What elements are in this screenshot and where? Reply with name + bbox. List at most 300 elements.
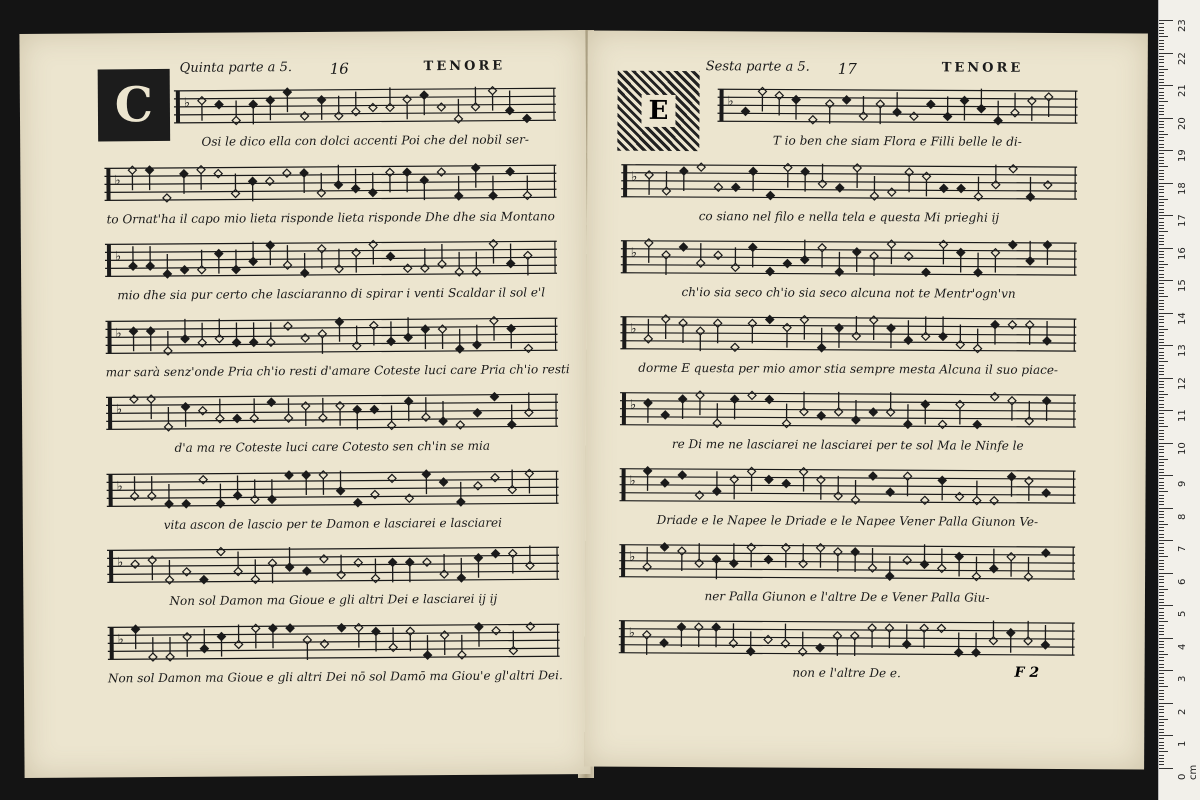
- ruler-minor-tick: [1159, 348, 1164, 349]
- ruler-tick: [1159, 118, 1173, 119]
- note-head: [765, 475, 773, 483]
- note-head: [286, 624, 294, 632]
- note-head: [852, 332, 860, 340]
- note-head: [424, 651, 432, 659]
- note-head: [1028, 97, 1036, 105]
- note-head: [713, 487, 721, 495]
- note-head: [766, 191, 774, 199]
- ruler-tick: [1159, 735, 1173, 736]
- note-head: [817, 412, 825, 420]
- ruler-minor-tick: [1159, 59, 1164, 60]
- note-head: [128, 166, 136, 174]
- note-head: [714, 183, 722, 191]
- note-head: [1008, 473, 1016, 481]
- note-head: [370, 405, 378, 413]
- note-head: [920, 560, 928, 568]
- note-head: [164, 346, 172, 354]
- ruler-minor-tick: [1159, 235, 1164, 236]
- ruler-minor-tick: [1159, 88, 1164, 89]
- ruler-minor-tick: [1159, 660, 1164, 661]
- ruler-minor-tick: [1159, 563, 1164, 564]
- note-head: [233, 414, 241, 422]
- note-head: [372, 574, 380, 582]
- ruler-minor-tick: [1159, 140, 1164, 141]
- note-head: [284, 261, 292, 269]
- note-head: [749, 167, 757, 175]
- note-head: [921, 496, 929, 504]
- ruler-tick: [1159, 215, 1173, 216]
- note-head: [457, 574, 465, 582]
- ruler-minor-tick: [1159, 391, 1164, 392]
- note-head: [695, 623, 703, 631]
- ruler-label: 1: [1177, 740, 1188, 747]
- note-head: [1007, 629, 1015, 637]
- music-system: [620, 387, 1076, 453]
- note-head: [472, 268, 480, 276]
- note-head: [165, 499, 173, 507]
- note-head: [1042, 489, 1050, 497]
- note-head: [473, 409, 481, 417]
- note-head: [991, 321, 999, 329]
- note-head: [283, 88, 291, 96]
- note-head: [438, 260, 446, 268]
- note-head: [508, 485, 516, 493]
- ruler-minor-tick: [1159, 550, 1164, 551]
- ruler-minor-tick: [1159, 485, 1164, 486]
- note-head: [164, 423, 172, 431]
- ruler-minor-tick: [1159, 339, 1164, 340]
- clef-symbol: [623, 165, 627, 197]
- note-head: [885, 624, 893, 632]
- ruler-minor-tick: [1159, 163, 1164, 164]
- note-head: [1007, 553, 1015, 561]
- note-head: [731, 263, 739, 271]
- ruler-minor-tick: [1159, 719, 1168, 720]
- ruler-minor-tick: [1159, 589, 1168, 590]
- note-head: [249, 177, 257, 185]
- note-head: [766, 267, 774, 275]
- ruler-minor-tick: [1159, 495, 1164, 496]
- note-head: [197, 165, 205, 173]
- note-head: [269, 624, 277, 632]
- clef-symbol: [621, 545, 625, 577]
- ruler-minor-tick: [1159, 179, 1164, 180]
- ruler-minor-tick: [1159, 82, 1164, 83]
- note-head: [748, 319, 756, 327]
- note-head: [146, 262, 154, 270]
- note-head: [1008, 397, 1016, 405]
- note-head: [320, 639, 328, 647]
- note-head: [180, 169, 188, 177]
- music-staff: [174, 82, 556, 129]
- note-head: [440, 478, 448, 486]
- music-staff: [621, 235, 1077, 281]
- ruler-minor-tick: [1159, 92, 1164, 93]
- note-head: [697, 259, 705, 267]
- ruler-minor-tick: [1159, 433, 1164, 434]
- ruler-minor-tick: [1159, 361, 1168, 362]
- note-head: [903, 640, 911, 648]
- ruler-minor-tick: [1159, 446, 1164, 447]
- ruler-minor-tick: [1159, 199, 1168, 200]
- ruler-label: 18: [1177, 181, 1188, 195]
- note-head: [645, 239, 653, 247]
- ruler-minor-tick: [1159, 127, 1164, 128]
- signature-mark: F 2: [1014, 664, 1040, 681]
- note-head: [249, 257, 257, 265]
- ruler-minor-tick: [1159, 690, 1164, 691]
- ruler-label: 2: [1177, 708, 1188, 715]
- ruler-minor-tick: [1159, 498, 1164, 499]
- note-head: [643, 631, 651, 639]
- note-head: [441, 631, 449, 639]
- note-head: [524, 344, 532, 352]
- decorated-initial-c: C: [98, 69, 171, 142]
- note-head: [800, 316, 808, 324]
- ruler-minor-tick: [1159, 504, 1164, 505]
- lyrics-line: dorme E questa per mio amor stia sempre mesta Alcuna il suo piace-: [638, 360, 1059, 378]
- lyrics-line: vita ascon de lascio per te Damon e lasciarei e lasciarei: [163, 515, 503, 532]
- note-head: [369, 103, 377, 111]
- note-head: [937, 624, 945, 632]
- ruler-minor-tick: [1159, 222, 1164, 223]
- ruler-tick: [1159, 508, 1173, 509]
- music-staff: [105, 312, 557, 359]
- ruler-minor-tick: [1159, 316, 1164, 317]
- ruler-minor-tick: [1159, 186, 1164, 187]
- ruler-minor-tick: [1159, 394, 1168, 395]
- ruler-minor-tick: [1159, 33, 1164, 34]
- ruler-minor-tick: [1159, 560, 1164, 561]
- ruler-minor-tick: [1159, 209, 1164, 210]
- note-head: [266, 96, 274, 104]
- ruler-minor-tick: [1159, 426, 1168, 427]
- note-head: [843, 96, 851, 104]
- note-head: [148, 556, 156, 564]
- note-head: [712, 555, 720, 563]
- note-head: [731, 343, 739, 351]
- flat-sign: ♭: [630, 245, 637, 261]
- running-head: [180, 58, 560, 81]
- ruler-minor-tick: [1159, 667, 1164, 668]
- note-head: [335, 265, 343, 273]
- flat-sign: ♭: [631, 169, 638, 185]
- ruler-minor-tick: [1159, 514, 1164, 515]
- ruler-minor-tick: [1159, 270, 1164, 271]
- note-head: [267, 338, 275, 346]
- ruler-label: 3: [1177, 675, 1188, 682]
- ruler-tick: [1159, 573, 1173, 574]
- ruler-minor-tick: [1159, 501, 1164, 502]
- note-head: [955, 552, 963, 560]
- note-head: [147, 327, 155, 335]
- note-head: [508, 421, 516, 429]
- clef-symbol: [622, 393, 626, 425]
- note-head: [784, 164, 792, 172]
- note-head: [731, 395, 739, 403]
- ruler-label: 11: [1177, 409, 1188, 422]
- note-head: [388, 421, 396, 429]
- note-head: [764, 555, 772, 563]
- ruler-tick: [1159, 703, 1173, 704]
- ruler-minor-tick: [1159, 599, 1164, 600]
- ruler-minor-tick: [1159, 300, 1164, 301]
- note-head: [644, 399, 652, 407]
- note-head: [420, 176, 428, 184]
- ruler-label: 14: [1177, 311, 1188, 325]
- note-head: [286, 563, 294, 571]
- flat-sign: ♭: [629, 473, 636, 489]
- note-head: [217, 632, 225, 640]
- note-head: [868, 624, 876, 632]
- note-head: [524, 251, 532, 259]
- note-head: [870, 192, 878, 200]
- ruler-minor-tick: [1159, 49, 1164, 50]
- note-head: [317, 188, 325, 196]
- flat-sign: ♭: [183, 95, 191, 111]
- ruler-minor-tick: [1159, 144, 1164, 145]
- note-head: [695, 559, 703, 567]
- ruler-minor-tick: [1159, 761, 1164, 762]
- note-head: [523, 191, 531, 199]
- note-head: [960, 96, 968, 104]
- music-system: [106, 388, 558, 455]
- ruler-tick: [1159, 443, 1173, 444]
- note-head: [458, 650, 466, 658]
- note-head: [662, 315, 670, 323]
- note-head: [318, 245, 326, 253]
- ruler-minor-tick: [1159, 641, 1164, 642]
- note-head: [859, 112, 867, 120]
- ruler-label: 7: [1177, 545, 1188, 552]
- note-head: [660, 639, 668, 647]
- note-head: [353, 406, 361, 414]
- clef-symbol: [108, 474, 112, 506]
- note-head: [183, 632, 191, 640]
- note-head: [420, 91, 428, 99]
- ruler-tick: [1159, 670, 1173, 671]
- note-head: [336, 402, 344, 410]
- note-head: [215, 101, 223, 109]
- ruler-minor-tick: [1159, 374, 1164, 375]
- note-head: [818, 180, 826, 188]
- note-head: [1026, 257, 1034, 265]
- lyrics-line: d'a ma re Coteste luci care Cotesto sen ch'in se mia: [174, 438, 491, 455]
- note-head: [491, 473, 499, 481]
- note-head: [386, 103, 394, 111]
- note-head: [886, 572, 894, 580]
- ruler-minor-tick: [1159, 439, 1164, 440]
- note-head: [284, 322, 292, 330]
- note-head: [301, 112, 309, 120]
- note-head: [765, 395, 773, 403]
- note-head: [809, 116, 817, 124]
- ruler-tick: [1159, 768, 1173, 769]
- ruler-minor-tick: [1159, 160, 1164, 161]
- note-head: [149, 653, 157, 661]
- note-head: [352, 108, 360, 116]
- note-head: [835, 268, 843, 276]
- note-head: [922, 268, 930, 276]
- ruler-tick: [1159, 345, 1173, 346]
- note-head: [353, 341, 361, 349]
- ruler-minor-tick: [1159, 43, 1164, 44]
- ruler-minor-tick: [1159, 36, 1168, 37]
- ruler-minor-tick: [1159, 72, 1164, 73]
- note-head: [337, 571, 345, 579]
- ruler-minor-tick: [1159, 264, 1168, 265]
- ruler-minor-tick: [1159, 556, 1168, 557]
- ruler-minor-tick: [1159, 111, 1164, 112]
- ruler-label: 12: [1177, 376, 1188, 390]
- note-head: [250, 414, 258, 422]
- note-head: [148, 492, 156, 500]
- flat-sign: ♭: [629, 549, 636, 565]
- flat-sign: ♭: [116, 478, 123, 494]
- ruler-minor-tick: [1159, 27, 1164, 28]
- note-head: [338, 623, 346, 631]
- note-head: [181, 266, 189, 274]
- note-head: [748, 467, 756, 475]
- note-head: [974, 193, 982, 201]
- note-head: [472, 103, 480, 111]
- note-head: [1009, 165, 1017, 173]
- ruler-tick: [1159, 540, 1173, 541]
- lyrics-line: co siano nel filo e nella tela e questa Mi prieghi ij: [698, 209, 1000, 225]
- note-head: [1043, 337, 1051, 345]
- part-label: Quinta parte a 5.: [179, 60, 293, 76]
- ruler-minor-tick: [1159, 218, 1164, 219]
- note-head: [991, 249, 999, 257]
- ruler-minor-tick: [1159, 673, 1164, 674]
- note-head: [318, 96, 326, 104]
- note-head: [887, 408, 895, 416]
- ruler-minor-tick: [1159, 66, 1164, 67]
- note-head: [834, 548, 842, 556]
- note-head: [250, 338, 258, 346]
- ruler-minor-tick: [1159, 40, 1164, 41]
- note-head: [905, 168, 913, 176]
- ruler-minor-tick: [1159, 491, 1168, 492]
- note-head: [973, 497, 981, 505]
- note-head: [887, 240, 895, 248]
- ruler-minor-tick: [1159, 621, 1168, 622]
- ruler-minor-tick: [1159, 290, 1164, 291]
- lyrics-line: Non sol Damon ma Gioue e gli altri Dei nō sol Damō ma Giou'e gl'altri Dei.: [107, 667, 563, 685]
- ruler-minor-tick: [1159, 709, 1164, 710]
- note-head: [747, 543, 755, 551]
- note-head: [198, 338, 206, 346]
- note-head: [817, 476, 825, 484]
- note-head: [1042, 549, 1050, 557]
- music-staff: [621, 159, 1077, 205]
- note-head: [403, 95, 411, 103]
- voice-label: TENORE: [423, 58, 506, 75]
- ruler-minor-tick: [1159, 23, 1164, 24]
- note-head: [440, 570, 448, 578]
- ruler-minor-tick: [1159, 381, 1164, 382]
- ruler-minor-tick: [1159, 134, 1168, 135]
- ruler-minor-tick: [1159, 205, 1164, 206]
- note-head: [200, 644, 208, 652]
- ruler-minor-tick: [1159, 745, 1164, 746]
- ruler-minor-tick: [1159, 595, 1164, 596]
- ruler-minor-tick: [1159, 283, 1164, 284]
- note-head: [905, 252, 913, 260]
- ruler-minor-tick: [1159, 576, 1164, 577]
- ruler-minor-tick: [1159, 322, 1164, 323]
- note-head: [801, 168, 809, 176]
- note-head: [439, 417, 447, 425]
- ruler-minor-tick: [1159, 722, 1164, 723]
- note-head: [1043, 397, 1051, 405]
- note-head: [868, 564, 876, 572]
- note-head: [251, 575, 259, 583]
- ruler-minor-tick: [1159, 202, 1164, 203]
- lyrics-line: mar sarà senz'onde Pria ch'io resti d'amare Coteste luci care Pria ch'io resti: [105, 361, 570, 379]
- ruler-minor-tick: [1159, 742, 1164, 743]
- ruler-tick: [1159, 280, 1173, 281]
- note-head: [645, 171, 653, 179]
- note-head: [198, 97, 206, 105]
- note-head: [977, 105, 985, 113]
- note-head: [1026, 193, 1034, 201]
- note-head: [748, 391, 756, 399]
- note-head: [940, 184, 948, 192]
- ruler-label: 10: [1177, 441, 1188, 455]
- ruler-label: 9: [1177, 480, 1188, 487]
- note-head: [166, 652, 174, 660]
- ruler-tick: [1159, 410, 1173, 411]
- note-head: [922, 332, 930, 340]
- page-number: 16: [329, 59, 349, 78]
- note-head: [870, 316, 878, 324]
- music-staff: [104, 159, 556, 206]
- ruler-label: 6: [1177, 578, 1188, 585]
- music-staff: [717, 83, 1077, 129]
- note-head: [713, 419, 721, 427]
- ruler-minor-tick: [1159, 436, 1164, 437]
- note-head: [131, 560, 139, 568]
- note-head: [525, 469, 533, 477]
- ruler-tick: [1159, 605, 1173, 606]
- flat-sign: ♭: [117, 555, 124, 571]
- ruler-minor-tick: [1159, 231, 1168, 232]
- ruler-minor-tick: [1159, 472, 1164, 473]
- ruler-minor-tick: [1159, 527, 1164, 528]
- note-head: [783, 420, 791, 428]
- ruler-label: 15: [1177, 279, 1188, 292]
- ruler-minor-tick: [1159, 261, 1164, 262]
- note-head: [662, 187, 670, 195]
- ruler-minor-tick: [1159, 683, 1164, 684]
- ruler-minor-tick: [1159, 365, 1164, 366]
- ruler-minor-tick: [1159, 166, 1168, 167]
- note-head: [302, 470, 310, 478]
- note-head: [437, 168, 445, 176]
- ruler-minor-tick: [1159, 387, 1164, 388]
- note-head: [131, 492, 139, 500]
- clef-symbol: [107, 244, 111, 276]
- ruler-minor-tick: [1159, 647, 1164, 648]
- ruler-minor-tick: [1159, 296, 1168, 297]
- note-head: [679, 243, 687, 251]
- note-head: [974, 269, 982, 277]
- ruler-minor-tick: [1159, 699, 1164, 700]
- note-head: [799, 560, 807, 568]
- initial-letter: E: [641, 95, 675, 127]
- note-head: [834, 492, 842, 500]
